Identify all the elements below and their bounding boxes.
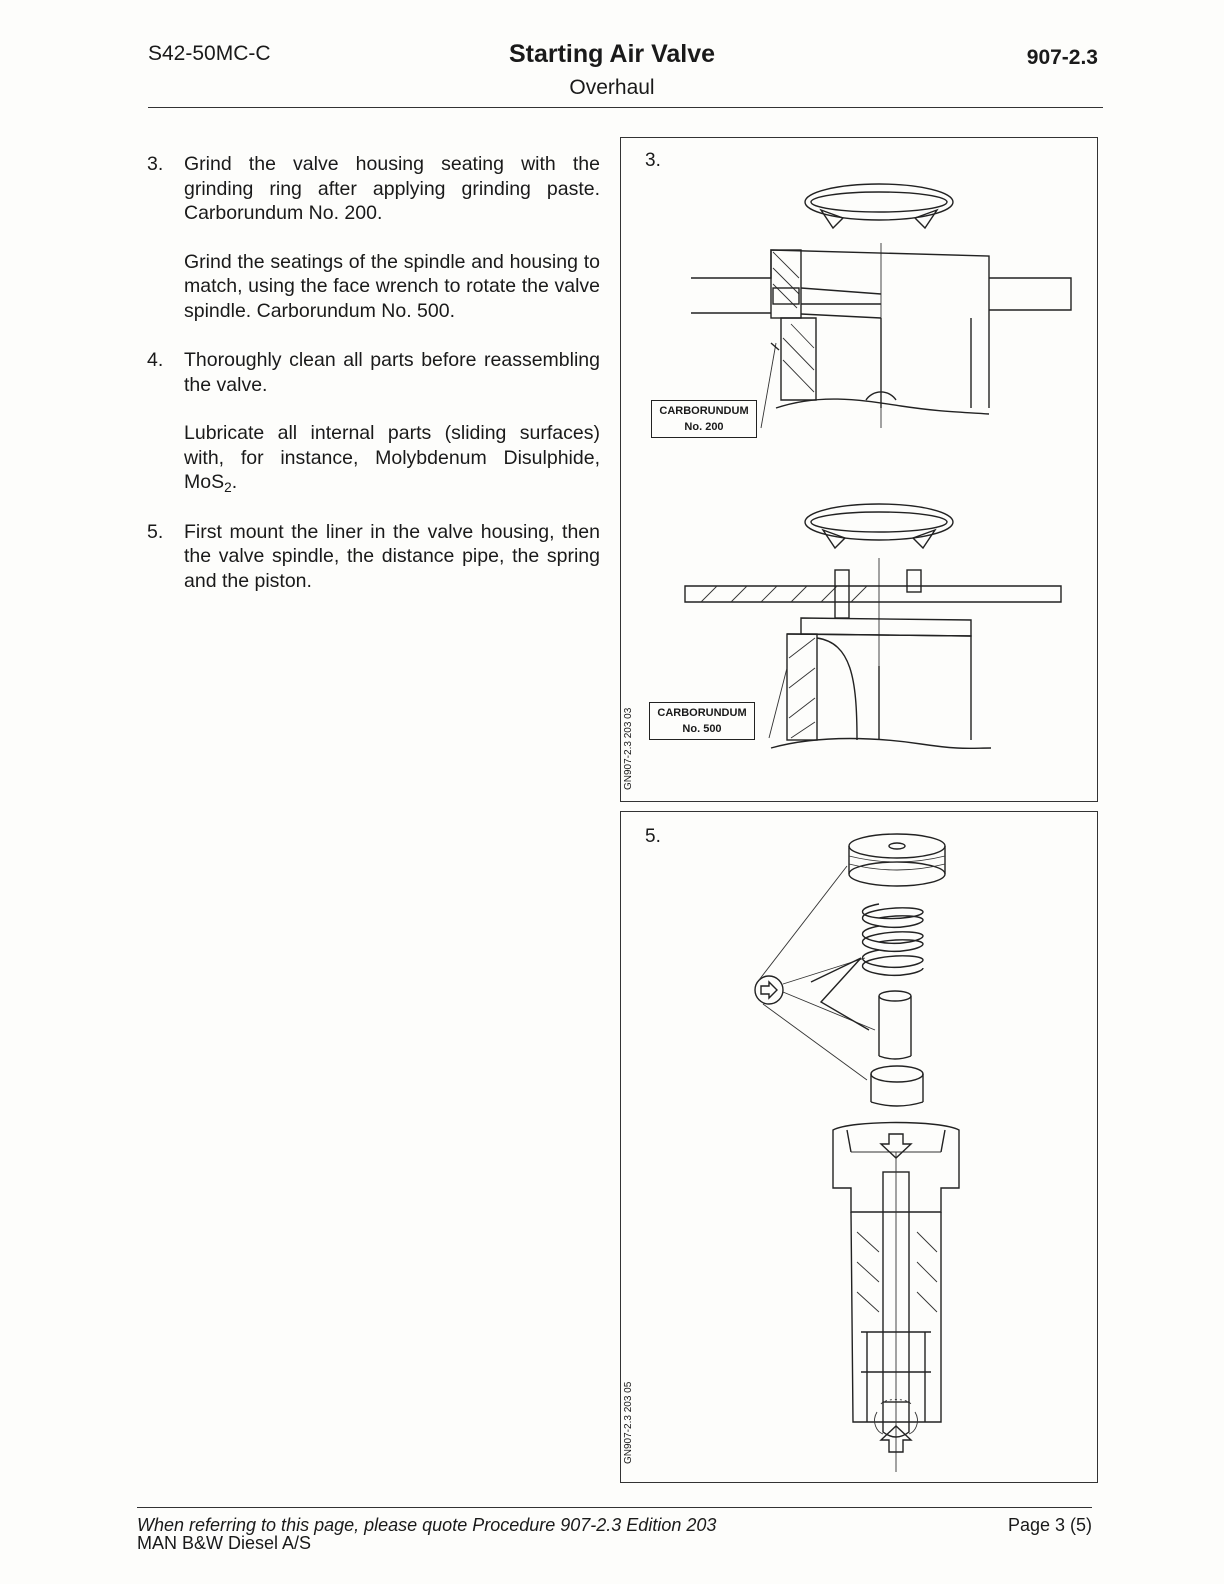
carborundum-200-label — [651, 400, 757, 438]
header-rule — [148, 107, 1103, 108]
label-line: CARBORUNDUM — [657, 707, 747, 719]
company-name: MAN B&W Diesel A/S — [137, 1533, 312, 1553]
page-title: Starting Air Valve — [508, 40, 716, 68]
figure-code: GN907-2.3 203 05 — [623, 1381, 634, 1464]
step-4 — [140, 348, 600, 495]
footer-rule — [137, 1507, 1092, 1508]
figure-number: 5. — [645, 826, 661, 847]
step-paragraph-lubricate — [184, 421, 600, 495]
label-line: No. 500 — [682, 723, 722, 735]
step-number: 3. — [147, 153, 164, 175]
step-paragraph: Thoroughly clean all parts before reassembling the valve. — [184, 349, 600, 396]
step-paragraph: Grind the seatings of the spindle and housing to match, using the face wrench to rotate the valve spindle. Carborundum No. 500. — [184, 250, 600, 322]
rotation-arrow-icon — [805, 184, 953, 228]
carborundum-500-label — [649, 702, 755, 740]
figure-code: GN907-2.3 203 03 — [623, 707, 634, 790]
step-3 — [140, 152, 600, 323]
page-subtitle: Overhaul — [569, 76, 655, 99]
procedure-steps — [140, 152, 600, 618]
step-paragraph: First mount the liner in the valve housing, then the valve spindle, the distance pipe, the spring and the piston. — [184, 520, 600, 592]
engine-model: S42-50MC-C — [148, 42, 271, 65]
step-number: 4. — [147, 349, 164, 371]
arrow-right-icon — [761, 982, 777, 998]
page-number: Page 3 (5) — [1007, 1515, 1092, 1535]
label-line: CARBORUNDUM — [659, 405, 749, 417]
footer-reference-note: When referring to this page, please quote Procedure 907-2.3 Edition 203 — [137, 1515, 717, 1535]
rotation-arrow-icon — [805, 504, 953, 548]
valve-housing-part — [833, 1123, 959, 1473]
step-number: 5. — [147, 520, 164, 543]
callout-lines — [755, 866, 875, 1080]
lube-subscript: 2 — [224, 480, 232, 495]
figure-number: 3. — [645, 150, 661, 171]
figure-grinding — [620, 137, 1098, 802]
step-paragraph: Grind the valve housing seating with the grinding ring after applying grinding paste. Carborundum No. 200. — [184, 153, 600, 224]
label-line: No. 200 — [684, 421, 724, 433]
figure-assembly — [620, 811, 1098, 1483]
spring-part — [863, 904, 924, 975]
liner-part — [871, 1066, 923, 1106]
step-5 — [140, 520, 600, 594]
procedure-code: 907-2.3 — [1026, 46, 1098, 69]
lube-end: . — [231, 471, 238, 493]
distance-pipe-part — [879, 991, 911, 1059]
assembly-illustration — [621, 812, 1097, 1482]
lube-text: Lubricate all internal parts (sliding surfaces) with, for instance, Molybdenum Disulphide, MoS — [184, 422, 600, 493]
piston-part — [849, 834, 945, 886]
